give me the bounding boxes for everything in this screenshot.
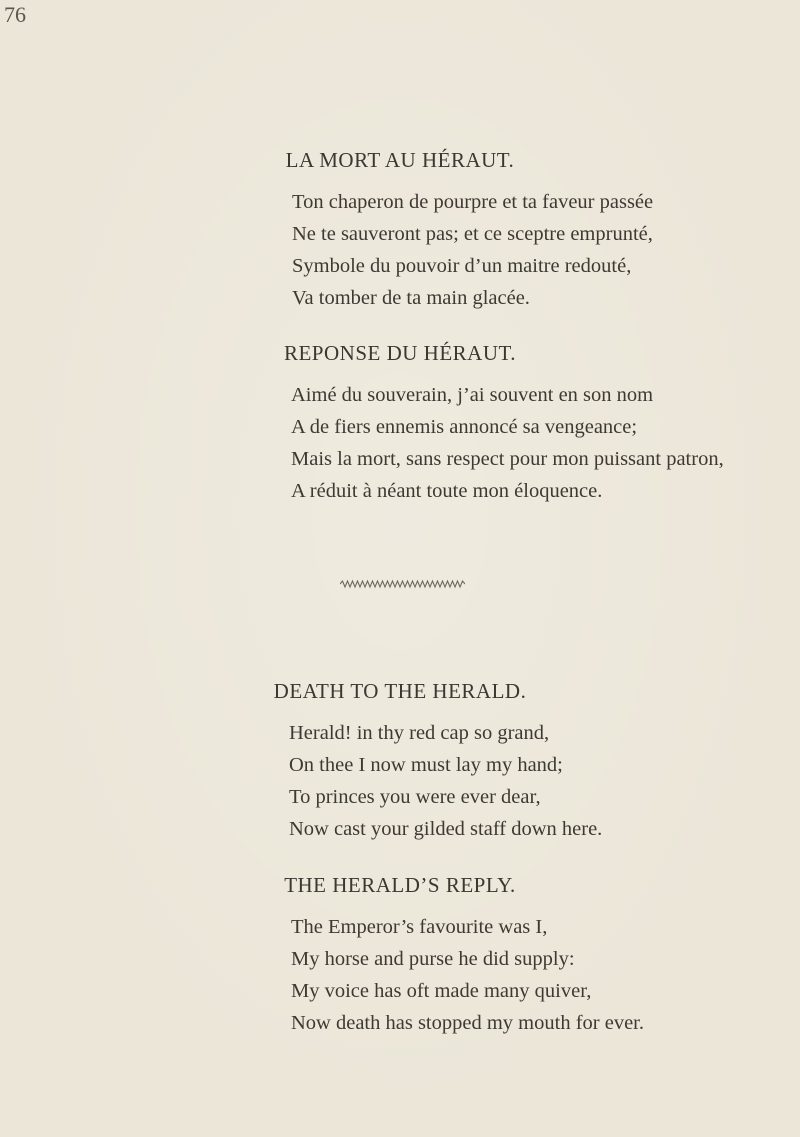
- verse-line: My voice has oft made many quiver,: [291, 980, 592, 1002]
- verse-line: Ne te sauveront pas; et ce sceptre emprunté,: [292, 223, 653, 245]
- page-number: 76: [4, 2, 26, 27]
- poem-title-herald-reply-en: THE HERALD’S REPLY.: [284, 873, 516, 897]
- verse-line: Ton chaperon de pourpre et ta faveur passée: [292, 191, 654, 213]
- verse-line: Now death has stopped my mouth for ever.: [291, 1012, 644, 1034]
- verse-line: On thee I now must lay my hand;: [289, 754, 563, 776]
- verse-line: A réduit à néant toute mon éloquence.: [291, 480, 603, 502]
- verse-line: Symbole du pouvoir d’un maitre redouté,: [292, 255, 632, 277]
- verse-line: Aimé du souverain, j’ai souvent en son nom: [291, 384, 654, 406]
- poem-title-death-to-herald-en: DEATH TO THE HERALD.: [273, 679, 527, 703]
- verse-line: Now cast your gilded staff down here.: [289, 818, 603, 840]
- stanza-death-to-herald-en: [289, 717, 602, 845]
- verse-line: To princes you were ever dear,: [289, 786, 541, 808]
- verse-line: The Emperor’s favourite was I,: [291, 916, 548, 938]
- stanza-death-to-herald-fr: [292, 186, 653, 314]
- verse-line: My horse and purse he did supply:: [291, 948, 575, 970]
- poem-title-herald-reply-fr: REPONSE DU HÉRAUT.: [283, 341, 517, 365]
- stanza-herald-reply-fr: [291, 379, 724, 507]
- stanza-herald-reply-en: [291, 911, 644, 1039]
- wavy-rule-ornament-icon: [340, 579, 465, 589]
- verse-line: Va tomber de ta main glacée.: [292, 287, 530, 309]
- verse-line: Herald! in thy red cap so grand,: [289, 722, 550, 744]
- verse-line: Mais la mort, sans respect pour mon puissant patron,: [291, 448, 724, 470]
- poem-title-death-to-herald-fr: LA MORT AU HÉRAUT.: [285, 148, 515, 172]
- verse-line: A de fiers ennemis annoncé sa vengeance;: [291, 416, 638, 438]
